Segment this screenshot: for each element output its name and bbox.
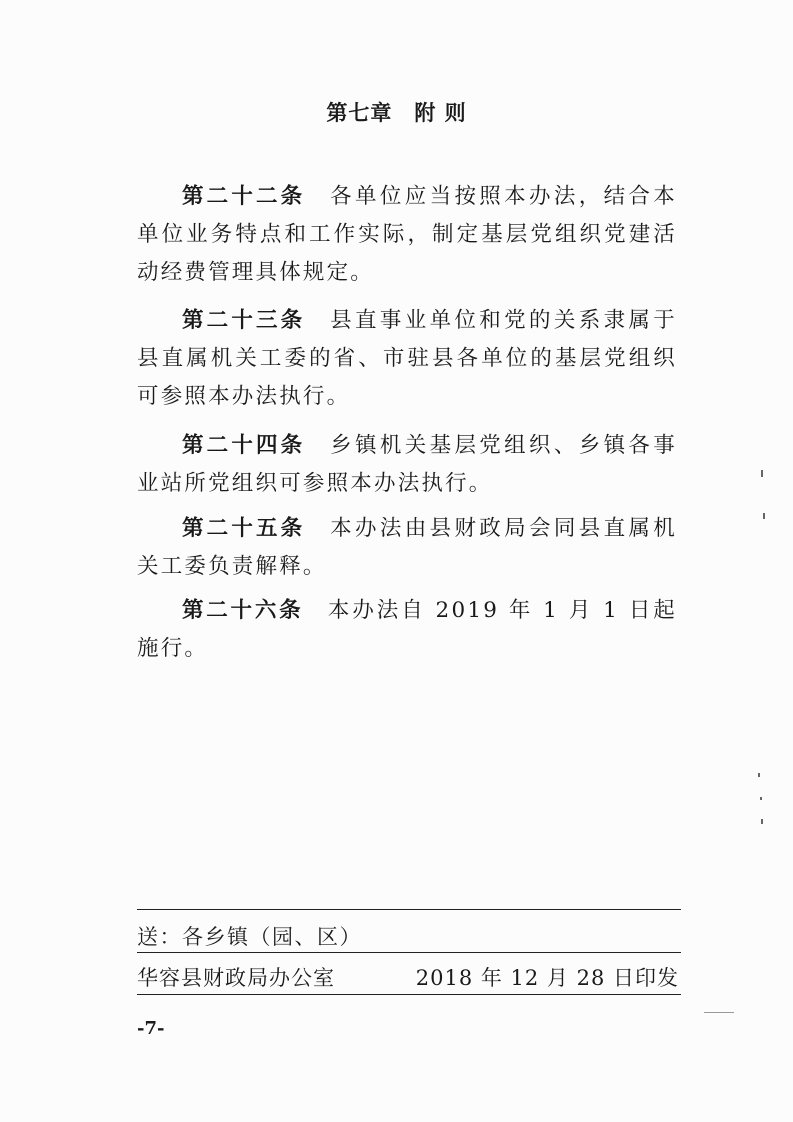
- article-25-text: 本办法由县财政局会同县直属机关工委负责解释。: [137, 516, 677, 579]
- chapter-title: 第七章 附 则: [326, 100, 467, 125]
- article-22-text: 各单位应当按照本办法，结合本单位业务特点和工作实际，制定基层党组织党建活动经费管理具体规定。: [137, 184, 677, 285]
- scan-artifact: [758, 773, 760, 777]
- scan-artifact: [761, 470, 763, 477]
- article-25-number: 第二十五条: [182, 516, 306, 541]
- article-26: [137, 592, 677, 668]
- article-23-number: 第二十三条: [182, 308, 306, 333]
- scan-artifact: [760, 797, 762, 800]
- middle-divider: [137, 952, 681, 953]
- page-number: -7-: [137, 1018, 165, 1039]
- article-26-number: 第二十六条: [182, 598, 304, 623]
- article-22-number: 第二十二条: [182, 184, 306, 209]
- article-23: [137, 302, 677, 416]
- article-24-number: 第二十四条: [182, 433, 306, 458]
- issuing-office: 华容县财政局办公室: [137, 966, 335, 990]
- scan-artifact: [761, 819, 763, 824]
- article-24: [137, 427, 677, 503]
- article-23-text: 县直事业单位和党的关系隶属于县直属机关工委的省、市驻县各单位的基层党组织可参照本办法执行。: [137, 308, 677, 409]
- article-25: [137, 510, 677, 586]
- issue-date: 2018 年 12 月 28 日印发: [415, 966, 679, 990]
- scan-edge-line: [704, 1012, 734, 1013]
- top-divider: [137, 909, 681, 910]
- bottom-divider: [137, 994, 681, 995]
- scan-artifact: [763, 513, 765, 519]
- article-22: [137, 178, 677, 292]
- article-26-text: 本办法自 2019 年 1 月 1 日起施行。: [137, 598, 677, 661]
- article-24-text: 乡镇机关基层党组织、乡镇各事业站所党组织可参照本办法执行。: [137, 433, 677, 496]
- distribution-line: 送：各乡镇（园、区）: [137, 925, 362, 949]
